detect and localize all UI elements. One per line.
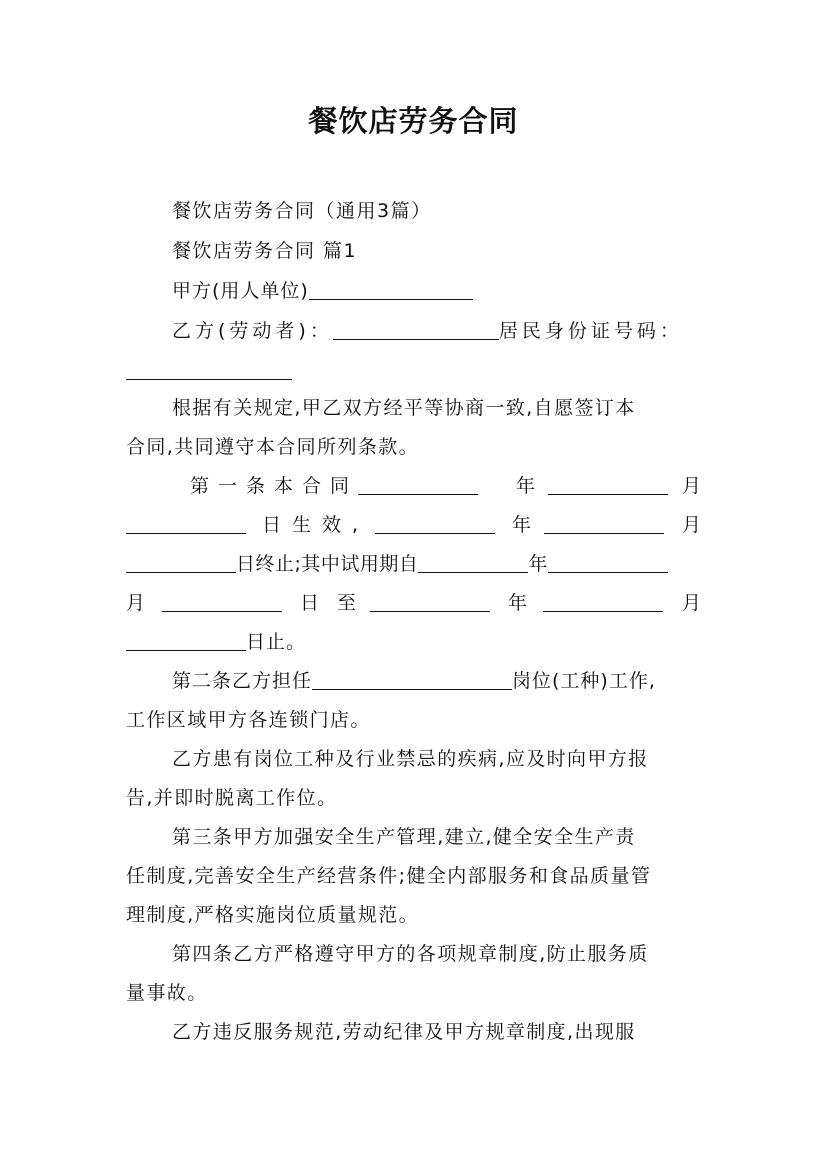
blank	[358, 474, 478, 495]
id-number-line	[126, 356, 292, 386]
paragraph-line: 第四条乙方严格遵守甲方的各项规章制度,防止服务质	[172, 943, 649, 965]
party-a-label: 甲方(用人单位)	[172, 280, 309, 302]
blank	[126, 630, 246, 651]
effective-label: 日生效,	[262, 514, 370, 536]
year-label: 年	[508, 592, 528, 614]
year-label: 年	[516, 475, 536, 497]
party-a-line	[172, 276, 473, 306]
blank	[162, 591, 282, 612]
blank	[418, 552, 528, 573]
year-label: 年	[528, 553, 548, 575]
document-title: 餐饮店劳务合同	[308, 104, 519, 138]
paragraph-line: 工作区域甲方各连锁门店。	[126, 709, 371, 731]
paragraph-line: 乙方违反服务规范,劳动纪律及甲方规章制度,出现服	[172, 1021, 636, 1043]
article-2-label: 第二条乙方担任	[172, 670, 313, 692]
id-number-blank	[126, 359, 292, 380]
paragraph-line: 根据有关规定,甲乙双方经平等协商一致,自愿签订本	[172, 397, 636, 419]
paragraph-line: 合同,共同遵守本合同所列条款。	[126, 436, 420, 458]
blank	[126, 513, 246, 534]
year-label: 年	[512, 514, 532, 536]
end-line	[126, 627, 306, 657]
party-b-blank	[333, 319, 499, 340]
section-heading: 餐饮店劳务合同 篇1	[172, 240, 358, 262]
party-b-line	[172, 316, 683, 346]
until-label: 日至	[300, 592, 375, 614]
article-1-label: 第一条本合同	[190, 475, 359, 497]
paragraph-line: 告,并即时脱离工作位。	[126, 787, 338, 809]
month-label: 月	[682, 514, 702, 536]
blank	[370, 591, 490, 612]
month-label: 月	[682, 475, 702, 497]
termination-label: 日终止;其中试用期自	[236, 553, 419, 575]
position-blank	[312, 669, 512, 690]
subtitle-line: 餐饮店劳务合同（通用3篇）	[172, 200, 432, 222]
paragraph-line: 量事故。	[126, 982, 208, 1004]
month-label: 月	[126, 592, 146, 614]
blank	[548, 552, 668, 573]
party-b-label: 乙方(劳动者)：	[172, 320, 333, 342]
blank	[543, 591, 663, 612]
blank	[375, 513, 495, 534]
article-2-line	[172, 666, 656, 696]
party-a-blank	[309, 279, 473, 300]
termination-line	[126, 549, 668, 579]
blank	[548, 474, 668, 495]
position-label: 岗位(工种)工作,	[512, 670, 656, 692]
month-label: 月	[682, 592, 702, 614]
paragraph-line: 任制度,完善安全生产经营条件;健全内部服务和食品质量管	[126, 865, 652, 887]
paragraph-line: 乙方患有岗位工种及行业禁忌的疾病,应及时向甲方报	[172, 748, 649, 770]
id-number-label: 居民身份证号码：	[498, 320, 683, 342]
paragraph-line: 第三条甲方加强安全生产管理,建立,健全安全生产责	[172, 826, 636, 848]
blank	[544, 513, 664, 534]
blank	[126, 552, 236, 573]
paragraph-line: 理制度,严格实施岗位质量规范。	[126, 904, 420, 926]
end-label: 日止。	[246, 631, 307, 653]
article-1-line	[190, 471, 478, 501]
